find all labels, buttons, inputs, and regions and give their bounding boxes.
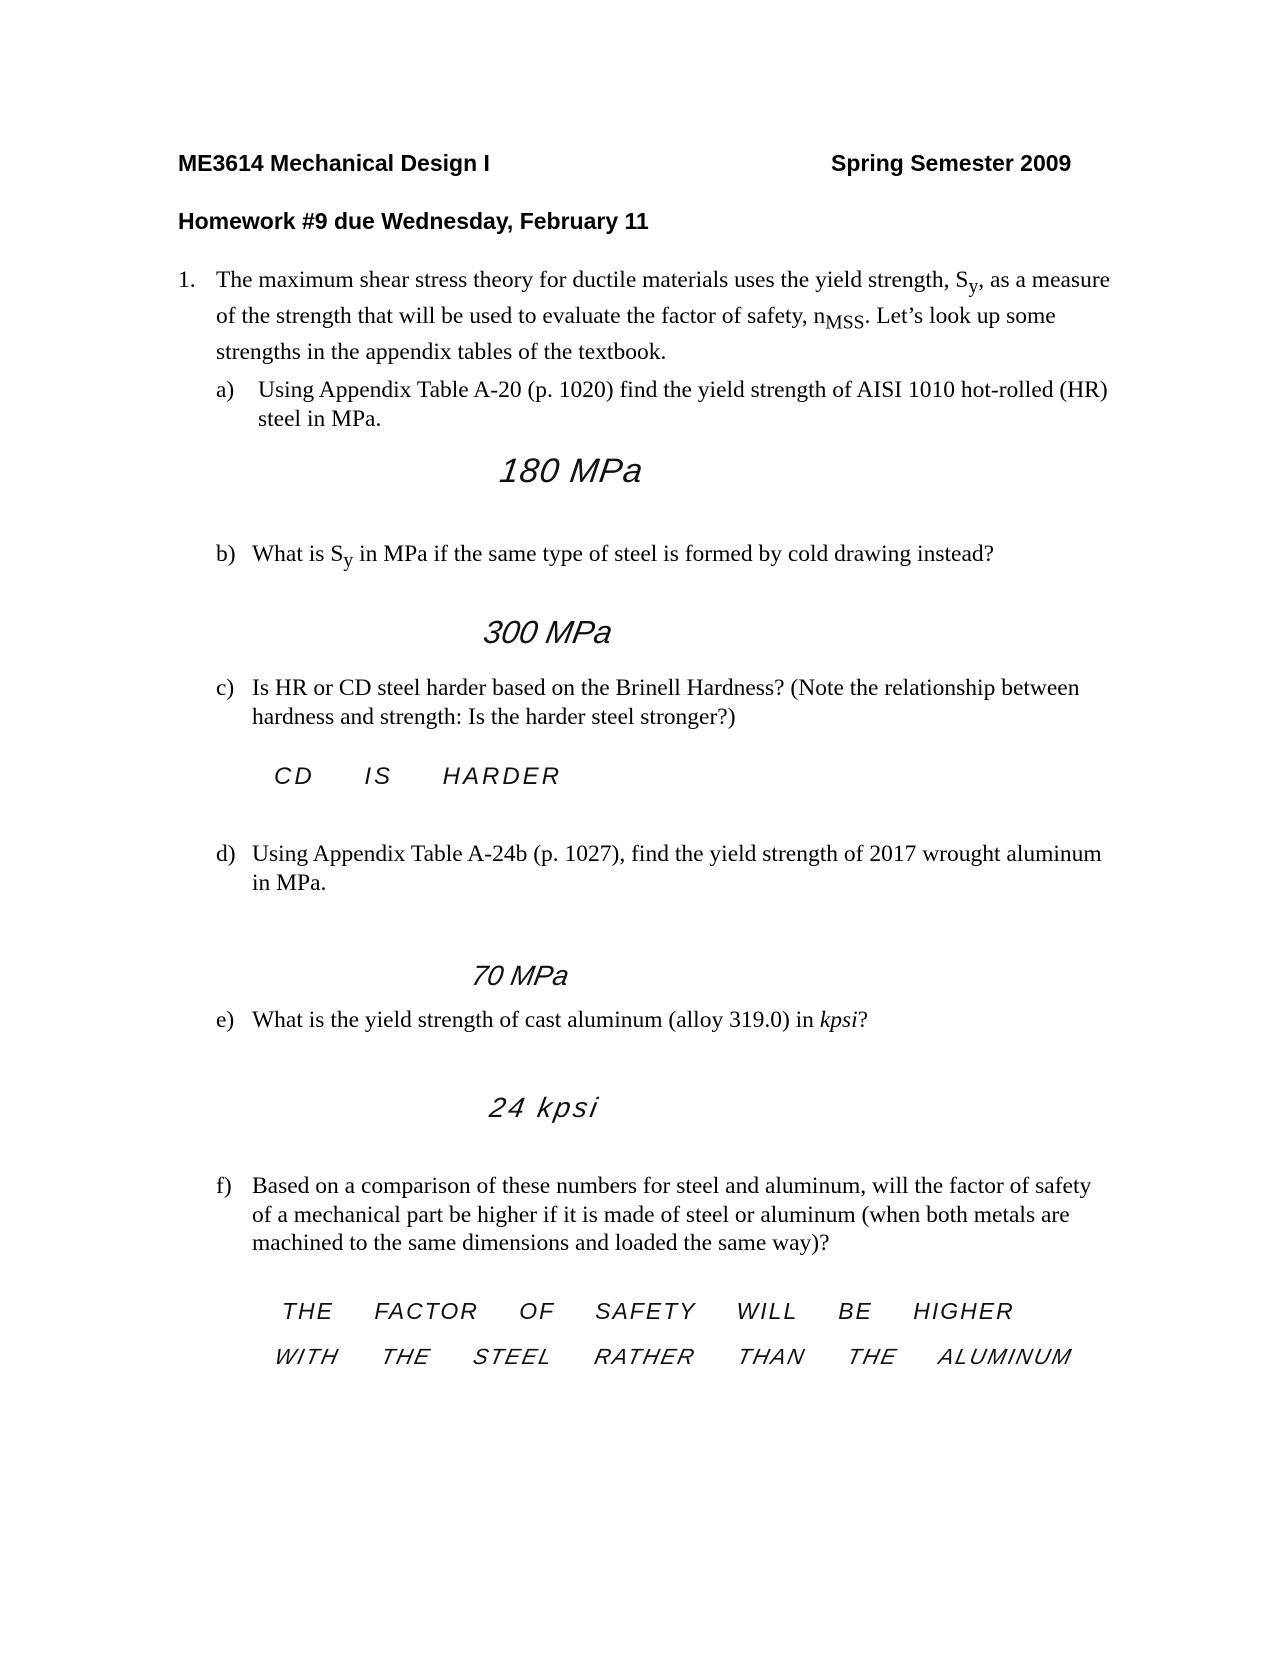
handwritten-answer-b: 300 MPa [480,614,616,650]
handwritten-answer-f-line1: THE FACTOR OF SAFETY WILL BE HIGHER [282,1298,1015,1324]
handwritten-answer-d: 70 MPa [469,960,572,991]
part-e-unit: kpsi [819,1007,858,1033]
question-1-text [216,266,1118,367]
part-c [216,674,1116,731]
part-d-label: d) [216,841,236,867]
part-e [216,1006,1116,1035]
handwritten-answer-c: CD IS HARDER [274,763,563,790]
part-e-text [252,1006,1116,1035]
part-a-text: Using Appendix Table A-20 (p. 1020) find the yield strength of AISI 1010 hot-rolled (HR) steel in MPa. [258,377,1108,432]
part-f [216,1172,1116,1258]
part-b-label: b) [216,541,236,567]
part-f-label: f) [216,1173,232,1199]
handwritten-answer-a: 180 MPa [497,452,646,490]
homework-title: Homework #9 due Wednesday, February 11 [178,208,649,234]
part-c-text: Is HR or CD steel harder based on the Brinell Hardness? (Note the relationship between hardness and strength: Is the harder steel stronger?) [252,675,1080,730]
part-b-text-before: What is S [252,541,344,567]
handwritten-answer-f-line2: WITH THE STEEL RATHER THAN THE ALUMINUM [272,1344,1076,1369]
semester-label: Spring Semester 2009 [831,150,1072,176]
q1-subscript-mss: MSS [825,312,865,334]
course-title: ME3614 Mechanical Design I [178,150,490,176]
part-c-label: c) [216,675,235,701]
part-b-text-after: in MPa if the same type of steel is formed by cold drawing instead? [353,541,995,567]
part-d-text: Using Appendix Table A-24b (p. 1027), find the yield strength of 2017 wrought aluminum in MPa. [252,841,1102,896]
part-e-label: e) [216,1007,235,1033]
question-1 [178,266,1118,367]
part-b-text [252,540,1116,576]
q1-subscript-y: y [968,276,979,298]
part-d [216,840,1116,897]
part-a [216,376,1116,433]
part-b [216,540,1116,576]
q1-text-part2: , as a measure of the strength that will be used to evaluate the factor of safety, n [216,267,1111,330]
q1-text-part3: . Let’s look up some strengths in the appendix tables of the textbook. [216,303,1056,366]
part-e-text-after: ? [857,1007,869,1033]
question-number: 1. [178,267,196,293]
handwritten-answer-e: 24 kpsi [487,1092,603,1123]
part-e-text-before: What is the yield strength of cast aluminum (alloy 319.0) in [252,1007,820,1033]
part-f-text: Based on a comparison of these numbers for steel and aluminum, will the factor of safety of a mechanical part be higher if it is made of steel or aluminum (when both metals are machined to the same dimensions and loaded the same way)? [252,1173,1092,1256]
q1-text-part1: The maximum shear stress theory for ductile materials uses the yield strength, S [216,267,969,293]
part-a-label: a) [216,377,235,403]
part-b-subscript: y [343,550,354,572]
